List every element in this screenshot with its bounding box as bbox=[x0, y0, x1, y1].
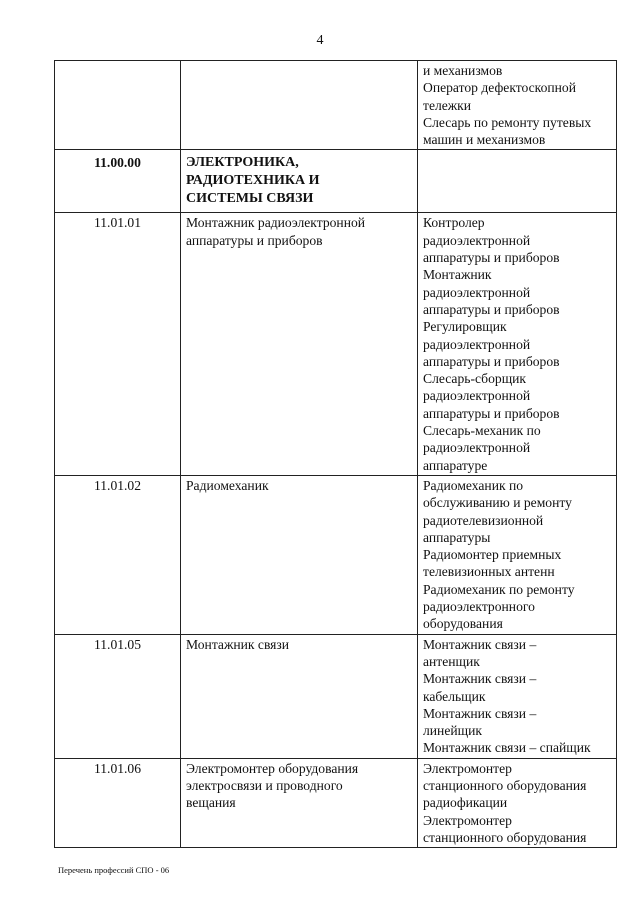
profession-line: радиофикации bbox=[423, 795, 508, 811]
specialty-code: 11.01.06 bbox=[55, 758, 181, 847]
specialty-name-line: ЭЛЕКТРОНИКА, bbox=[186, 155, 299, 171]
profession-line: и механизмов bbox=[423, 63, 503, 78]
profession-line: Радиомеханик по ремонту bbox=[423, 581, 575, 597]
profession-list bbox=[418, 150, 617, 213]
specialty-name-line: РАДИОТЕХНИКА И bbox=[186, 173, 320, 189]
specialty-name bbox=[181, 213, 418, 475]
specialty-name bbox=[181, 758, 418, 847]
profession-line: Монтажник связи – bbox=[423, 636, 537, 652]
profession-list bbox=[418, 475, 617, 634]
table-row bbox=[55, 758, 617, 847]
profession-line: станционного оборудования bbox=[423, 829, 587, 845]
specialty-name-line: Радиомеханик bbox=[186, 477, 269, 493]
profession-line: аппаратуры и приборов bbox=[423, 250, 560, 266]
specialty-name bbox=[181, 634, 418, 758]
section-row bbox=[55, 150, 617, 213]
profession-line: Монтажник связи – спайщик bbox=[423, 740, 591, 756]
profession-line: Радиомонтер приемных bbox=[423, 547, 562, 563]
profession-line: Радиомеханик по bbox=[423, 477, 524, 493]
profession-line: машин и механизмов bbox=[423, 132, 546, 148]
table-row bbox=[55, 634, 617, 758]
profession-line: Электромонтер bbox=[423, 812, 512, 828]
specialty-name bbox=[181, 150, 418, 213]
specialty-name-line: СИСТЕМЫ СВЯЗИ bbox=[186, 191, 314, 207]
profession-line: Электромонтер bbox=[423, 760, 512, 776]
profession-line: радиоэлектронного bbox=[423, 599, 535, 615]
specialty-name-line: вещания bbox=[186, 795, 236, 811]
profession-line: Монтажник bbox=[423, 267, 492, 283]
specialty-name-line: Электромонтер оборудования bbox=[186, 760, 359, 776]
profession-line: Оператор дефектоскопной bbox=[423, 80, 577, 96]
specialty-code bbox=[55, 61, 181, 150]
specialty-name bbox=[181, 61, 418, 150]
table-row bbox=[55, 213, 617, 475]
specialty-code: 11.01.02 bbox=[55, 475, 181, 634]
profession-line: Контролер bbox=[423, 215, 485, 231]
profession-line: радиотелевизионной bbox=[423, 512, 544, 528]
profession-line: оборудования bbox=[423, 616, 503, 632]
table-body bbox=[55, 61, 617, 848]
profession-line: линейщик bbox=[423, 723, 482, 739]
specialty-name-line: электросвязи и проводного bbox=[186, 777, 343, 793]
specialty-name-line: Монтажник связи bbox=[186, 636, 290, 652]
table-row bbox=[55, 475, 617, 634]
profession-line: Монтажник связи – bbox=[423, 705, 537, 721]
page-footer: Перечень профессий СПО - 06 bbox=[58, 865, 170, 875]
specialty-name-line: аппаратуры и приборов bbox=[186, 232, 323, 248]
profession-line: обслуживанию и ремонту bbox=[423, 495, 572, 511]
profession-line: аппаратуре bbox=[423, 457, 488, 473]
profession-line: Слесарь-механик по bbox=[423, 423, 541, 439]
profession-list bbox=[418, 758, 617, 847]
profession-line: аппаратуры bbox=[423, 529, 491, 545]
specialty-code: 11.00.00 bbox=[55, 150, 181, 213]
profession-line: аппаратуры и приборов bbox=[423, 353, 560, 369]
profession-line: радиоэлектронной bbox=[423, 336, 531, 352]
profession-line: Регулировщик bbox=[423, 319, 507, 335]
profession-line: Монтажник связи – bbox=[423, 671, 537, 687]
profession-line: тележки bbox=[423, 97, 472, 113]
professions-table bbox=[54, 60, 617, 848]
profession-line: Слесарь-сборщик bbox=[423, 371, 527, 387]
profession-line: аппаратуры и приборов bbox=[423, 405, 560, 421]
profession-line: радиоэлектронной bbox=[423, 284, 531, 300]
profession-line: радиоэлектронной bbox=[423, 232, 531, 248]
profession-line: радиоэлектронной bbox=[423, 440, 531, 456]
page-number: 4 bbox=[316, 33, 324, 48]
specialty-name bbox=[181, 475, 418, 634]
profession-line: телевизионных антенн bbox=[423, 564, 555, 580]
table-row bbox=[55, 61, 617, 150]
profession-list bbox=[418, 213, 617, 475]
profession-line: Слесарь по ремонту путевых bbox=[423, 114, 592, 130]
profession-line: станционного оборудования bbox=[423, 777, 587, 793]
specialty-code: 11.01.01 bbox=[55, 213, 181, 475]
profession-line: аппаратуры и приборов bbox=[423, 301, 560, 317]
profession-list bbox=[418, 61, 617, 150]
profession-line: антенщик bbox=[423, 653, 480, 669]
profession-line: кабельщик bbox=[423, 688, 486, 704]
profession-list bbox=[418, 634, 617, 758]
specialty-name-line: Монтажник радиоэлектронной bbox=[186, 215, 366, 231]
profession-line: радиоэлектронной bbox=[423, 388, 531, 404]
specialty-code: 11.01.05 bbox=[55, 634, 181, 758]
